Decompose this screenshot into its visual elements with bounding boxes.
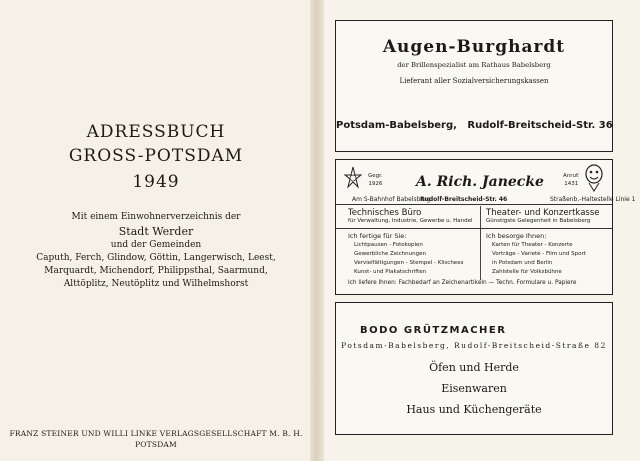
ad-augen-burghardt — [335, 20, 613, 152]
list-item: Karten für Theater - Konzerte — [492, 242, 573, 248]
list-item: Kunst- und Plakatschriften — [354, 269, 427, 275]
list-item: Lichtpausen - Fotokopien — [354, 242, 423, 248]
ad-janecke-liefere: Ich liefere Ihnen: Fachbedarf an Zeichenartikeln — Techn. Formulare u. Papiere — [348, 280, 577, 286]
ad-burghardt-address: Potsdam-Babelsberg, Rudolf-Breitscheid-Str. 36 — [336, 120, 613, 131]
ad-janecke-address: Rudolf-Breitscheid-Str. 46 — [420, 196, 508, 203]
list-item: in Potsdam und Berlin — [492, 260, 553, 266]
ad-janecke-gegr: Gegr. 1926 — [368, 173, 383, 187]
ad-janecke-left-head: Ich fertige für Sie: — [348, 232, 407, 240]
list-item: Zahlstelle für Volksbühne — [492, 269, 562, 275]
ad-gruetzmacher-line-1: Öfen und Herde — [429, 361, 519, 374]
divider-vertical — [480, 206, 481, 280]
book-year: 1949 — [132, 172, 180, 192]
ad-janecke-name: A. Rich. Janecke — [416, 174, 544, 190]
left-page — [0, 0, 312, 461]
ad-janecke-right-head: Ich besorge Ihnen: — [486, 232, 547, 240]
publisher-line-1: FRANZ STEINER UND WILLI LINKE VERLAGSGESELLSCHAFT M. B. H. — [9, 429, 303, 438]
theater-masks-icon — [583, 164, 605, 192]
subtitle-line-6: Alttöplitz, Neutöplitz und Wilhelmshorst — [63, 279, 249, 289]
subtitle-line-2: Stadt Werder — [118, 225, 194, 238]
ad-gruetzmacher — [335, 302, 613, 435]
publisher-line-2: POTSDAM — [135, 440, 177, 449]
ad-janecke — [335, 159, 636, 295]
book-gutter — [310, 0, 324, 461]
subtitle-line-3: und der Gemeinden — [110, 240, 202, 250]
ad-gruetzmacher-line-3: Haus und Küchengeräte — [406, 403, 542, 416]
list-item: Gewerbliche Zeichnungen — [354, 251, 426, 257]
rosette-logo-icon — [344, 166, 362, 192]
list-item: Vervielfältigungen - Stempel - Klischees — [354, 260, 464, 266]
ad-janecke-tram: Straßenb.-Haltestelle Linie 1 — [550, 196, 636, 203]
ad-gruetzmacher-address: Potsdam-Babelsberg, Rudolf-Breitscheid-Straße 82 — [341, 341, 607, 350]
ad-janecke-buro: Technisches Büro — [348, 208, 422, 218]
ad-gruetzmacher-name: BODO GRÜTZMACHER — [360, 325, 507, 336]
ad-burghardt-lieferant: Lieferant aller Sozialversicherungskassen — [399, 77, 549, 85]
subtitle-line-4: Caputh, Ferch, Glindow, Göttin, Langerwisch, Leest, — [36, 253, 276, 263]
ad-janecke-theater: Theater- und Konzertkasse — [486, 208, 600, 218]
list-item: Vorträge - Varieté - Film und Sport — [492, 251, 586, 257]
ad-janecke-anruf: Anruf: 1431 — [563, 173, 580, 187]
book-title-line-2: GROSS-POTSDAM — [68, 146, 244, 166]
subtitle-line-5: Marquardt, Michendorf, Philippsthal, Saarmund, — [44, 266, 268, 276]
divider — [336, 204, 612, 205]
divider — [336, 228, 612, 229]
ad-burghardt-name: Augen-Burghardt — [382, 37, 566, 57]
ad-burghardt-subtitle: der Brillenspezialist am Rathaus Babelsberg — [397, 61, 551, 69]
ad-gruetzmacher-line-2: Eisenwaren — [441, 382, 507, 395]
ad-janecke-buro-sub: für Verwaltung, Industrie, Gewerbe u. Handel — [348, 218, 473, 224]
ad-janecke-theater-sub: Günstigste Gelegenheit in Babelsberg — [486, 218, 591, 224]
subtitle-line-1: Mit einem Einwohnerverzeichnis der — [71, 212, 241, 222]
book-title-line-1: ADRESSBUCH — [86, 122, 226, 142]
ad-janecke-station: Am S-Bahnhof Babelsberg — [352, 196, 431, 203]
